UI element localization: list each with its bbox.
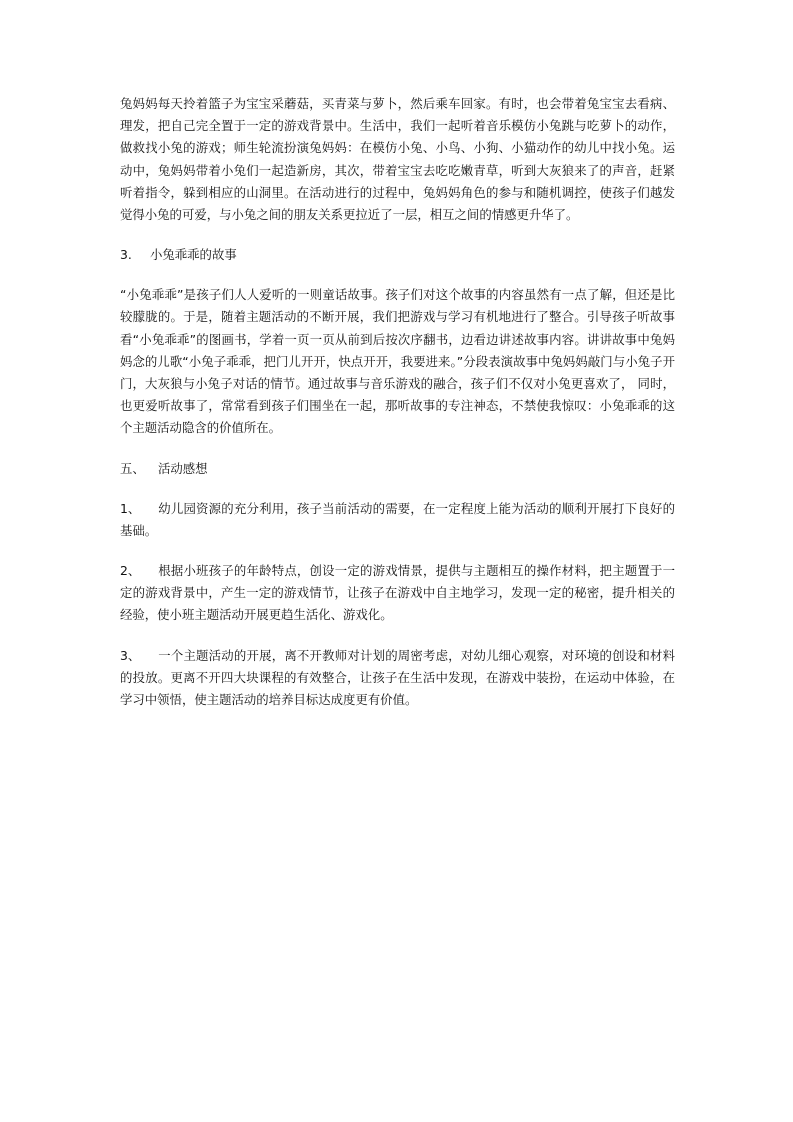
list-item-3 — [120, 645, 675, 712]
item-number: 3、 — [120, 647, 141, 663]
item-number: 2、 — [120, 563, 141, 579]
spacer — [120, 627, 675, 645]
heading-number: 3. — [120, 247, 132, 263]
document-page — [120, 93, 675, 711]
spacer — [120, 440, 675, 458]
item-number: 1、 — [120, 500, 141, 516]
paragraph-rabbit-mother: 兔妈妈每天拎着篮子为宝宝采蘑菇，买青菜与萝卜，然后乘车回家。有时，也会带着兔宝宝去看病、理发，把自己完全置于一定的游戏背景中。生活中，我们一起听着音乐模仿小兔跳与吃萝卜的动作，做救找小兔的游戏；师生轮流扮演兔妈妈：在模仿小兔、小鸟、小狗、小猫动作的幼儿中找小兔。运动中，兔妈妈带着小兔们一起造新房，其次，带着宝宝去吃吃嫩青草，听到大灰狼来了的声音，赶紧听着指令，躲到相应的山洞里。在活动进行的过程中，兔妈妈角色的参与和随机调控，使孩子们越发觉得小兔的可爱，与小兔之间的朋友关系更拉近了一层，相互之间的情感更升华了。 — [120, 96, 675, 223]
item-text: 根据小班孩子的年龄特点，创设一定的游戏情景，提供与主题相互的操作材料，把主题置于一定的游戏背景中，产生一定的游戏情节，让孩子在游戏中自主地学习，发现一定的秘密，提升相关的经验，使小班主题活动开展更趋生活化、游戏化。 — [120, 563, 675, 623]
list-item-1 — [120, 498, 675, 542]
list-item-2 — [120, 560, 675, 627]
section-heading-5 — [120, 458, 675, 480]
item-text: 幼儿园资源的充分利用，孩子当前活动的需要，在一定程度上能为活动的顺利开展打下良好的基础。 — [120, 500, 675, 538]
heading-title: 活动感想 — [158, 460, 208, 476]
spacer — [120, 266, 675, 284]
spacer — [120, 226, 675, 244]
spacer — [120, 542, 675, 560]
item-text: 一个主题活动的开展，离不开教师对计划的周密考虑，对幼儿细心观察，对环境的创设和材料的投放。更离不开四大块课程的有效整合，让孩子在生活中发现，在游戏中装扮，在运动中体验，在学习中领悟，使主题活动的培养目标达成度更有价值。 — [120, 647, 675, 708]
spacer — [120, 480, 675, 498]
section-heading-3 — [120, 244, 675, 266]
heading-number: 五、 — [120, 460, 145, 476]
heading-title: 小兔乖乖的故事 — [150, 247, 237, 263]
paragraph-rabbit-story: “小兔乖乖”是孩子们人人爱听的一则童话故事。孩子们对这个故事的内容虽然有一点了解，但还是比较朦胧的。于是，随着主题活动的不断开展，我们把游戏与学习有机地进行了整合。引导孩子听故事看“小兔乖乖”的图画书，学着一页一页从前到后按次序翻书，边看边讲述故事内容。讲讲故事中兔妈妈念的儿歌“小兔子乖乖，把门儿开开，快点开开，我要进来。”分段表演故事中兔妈妈敲门与小兔子开门，大灰狼与小兔子对话的情节。通过故事与音乐游戏的融合，孩子们不仅对小兔更喜欢了， 同时，也更爱听故事了，常常看到孩子们围坐在一起，那听故事的专注神态，不禁使我惊叹：小兔乖乖的这个主题活动隐含的价值所在。 — [120, 287, 675, 436]
